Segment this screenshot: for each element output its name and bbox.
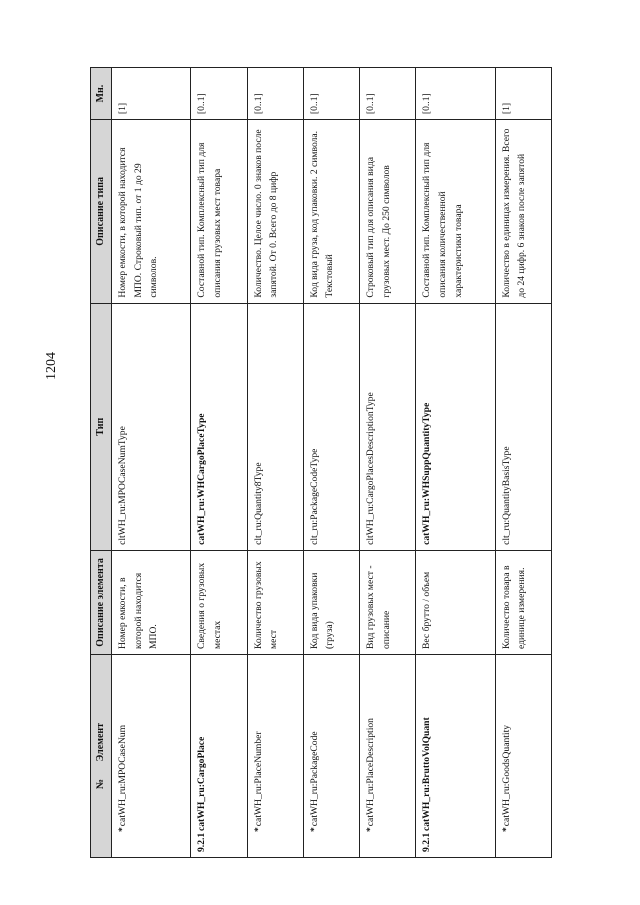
type-description: Составной тип. Комплексный тип для описания количественной характеристики товара [416,120,495,304]
element-name: catWH_ru:PlaceNumber [252,731,264,827]
type-name: cltWH_ru:MPOCaseNumType [112,303,191,550]
element-description: Код вида упаковки (груза) [303,550,359,654]
table-row [360,68,416,858]
type-description: Количество в единицах измерения. Всего до 24 цифр. 6 знаков после запятой [495,120,551,304]
row-number [307,832,323,852]
table-row [247,68,303,858]
table-row [495,68,551,858]
row-number: 9.2.1 [196,832,208,852]
multiplicity: [1] [495,68,551,120]
element-name: catWH_ru:CargoPlace [196,736,208,831]
header-row [91,68,112,858]
table-row [191,68,247,858]
type-description: Строковый тип для описания вида грузовых мест. До 250 символов [360,120,416,304]
header-type: Тип [91,303,112,550]
table-row [112,68,191,858]
type-name: clt_ru:PackageCodeType [303,303,359,550]
element-cell [303,654,359,857]
element-name: catWH_ru:PlaceDescription [365,718,377,827]
element-name: catWH_ru:MPOCaseNum [117,724,129,827]
required-marker: * [252,827,264,832]
element-cell [416,654,495,857]
element-cell [112,654,191,857]
row-number [499,832,515,852]
element-description: Вид грузовых мест - описание [360,550,416,654]
element-cell [360,654,416,857]
header-type-desc: Описание типа [91,120,112,304]
type-description: Составной тип. Комплексный тип для описания грузовых мест товара [191,120,247,304]
type-name: cltWH_ru:CargoPlacesDescriptionType [360,303,416,550]
element-description: Номер емкости, в которой находится МПО. [112,550,191,654]
element-name: catWH_ru:PackageCode [308,731,320,827]
header-mn: Мн. [91,68,112,120]
type-description: Количество. Целое число. 0 знаков после запятой. От 0. Всего до 8 цифр [247,120,303,304]
type-name: clt_ru:Quantity8Type [247,303,303,550]
row-number [363,832,379,852]
rotated-table-container [90,67,552,858]
multiplicity: [0..1] [416,68,495,120]
element-name: catWH_ru:BruttoVolQuant [421,717,433,831]
row-number: 9.2.1 [421,832,433,852]
required-marker: * [117,827,129,832]
type-name: catWH_ru:WHCargoPlaceType [191,303,247,550]
table-row [303,68,359,858]
required-marker: * [308,827,320,832]
element-description: Количество товара в единице измерения. [495,550,551,654]
element-description: Сведения о грузовых местах [191,550,247,654]
element-name: catWH_ru:GoodsQuantity [500,724,512,827]
table-row [416,68,495,858]
page-number: 1204 [44,352,59,380]
header-num: № [95,779,106,790]
header-element-desc: Описание элемента [91,550,112,654]
type-description: Код вида груза, код упаковки. 2 символа. Текстовый [303,120,359,304]
header-element [91,654,112,857]
schema-table [90,67,552,858]
element-description: Вес брутто / объем [416,550,495,654]
multiplicity: [0..1] [303,68,359,120]
element-cell [247,654,303,857]
multiplicity: [1] [112,68,191,120]
type-description: Номер емкости, в которой находится МПО. Строковый тип. от 1 до 29 символов. [112,120,191,304]
required-marker: * [365,827,377,832]
required-marker: * [500,827,512,832]
element-description: Количество грузовых мест [247,550,303,654]
multiplicity: [0..1] [191,68,247,120]
element-cell [495,654,551,857]
multiplicity: [0..1] [247,68,303,120]
header-element-label: Элемент [95,722,106,762]
multiplicity: [0..1] [360,68,416,120]
row-number [115,832,131,852]
type-name: catWH_ru:WHSuppQuantityType [416,303,495,550]
row-number [251,832,267,852]
type-name: clt_ru:QuantityBasisType [495,303,551,550]
element-cell [191,654,247,857]
